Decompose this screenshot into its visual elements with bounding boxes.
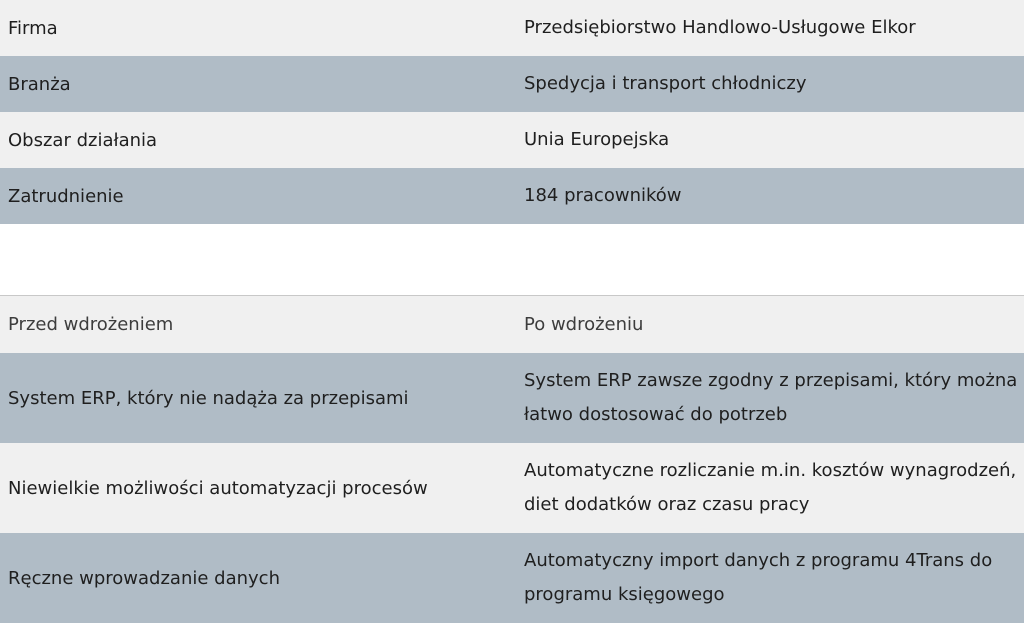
before-cell: Niewielkie możliwości automatyzacji procesów [8,477,428,499]
info-value: 184 pracowników [524,185,682,206]
comparison-header-row [0,296,1024,353]
info-label: Branża [8,73,71,95]
info-row-firma [0,0,1024,56]
company-info-table [0,0,1024,224]
info-value: Przedsiębiorstwo Handlowo-Usługowe Elkor [524,17,916,38]
info-row-branza [0,56,1024,112]
comparison-row [0,443,1024,533]
info-label: Firma [8,17,58,39]
before-cell: Ręczne wprowadzanie danych [8,567,280,589]
info-label: Zatrudnienie [8,185,124,207]
after-cell: Automatyczny import danych z programu 4Trans do programu księgowego [524,550,993,605]
info-row-obszar [0,112,1024,168]
before-cell: System ERP, który nie nadąża za przepisami [8,387,409,409]
comparison-table [0,295,1024,623]
comparison-row [0,353,1024,443]
header-before: Przed wdrożeniem [8,314,174,335]
info-value: Unia Europejska [524,129,670,150]
after-cell: System ERP zawsze zgodny z przepisami, który można łatwo dostosować do potrzeb [524,370,1018,425]
header-after: Po wdrożeniu [524,313,644,335]
after-cell: Automatyczne rozliczanie m.in. kosztów wynagrodzeń, diet dodatków oraz czasu pracy [524,460,1017,515]
info-row-zatrudnienie [0,168,1024,224]
comparison-row [0,533,1024,623]
info-value: Spedycja i transport chłodniczy [524,73,807,94]
info-label: Obszar działania [8,129,158,151]
